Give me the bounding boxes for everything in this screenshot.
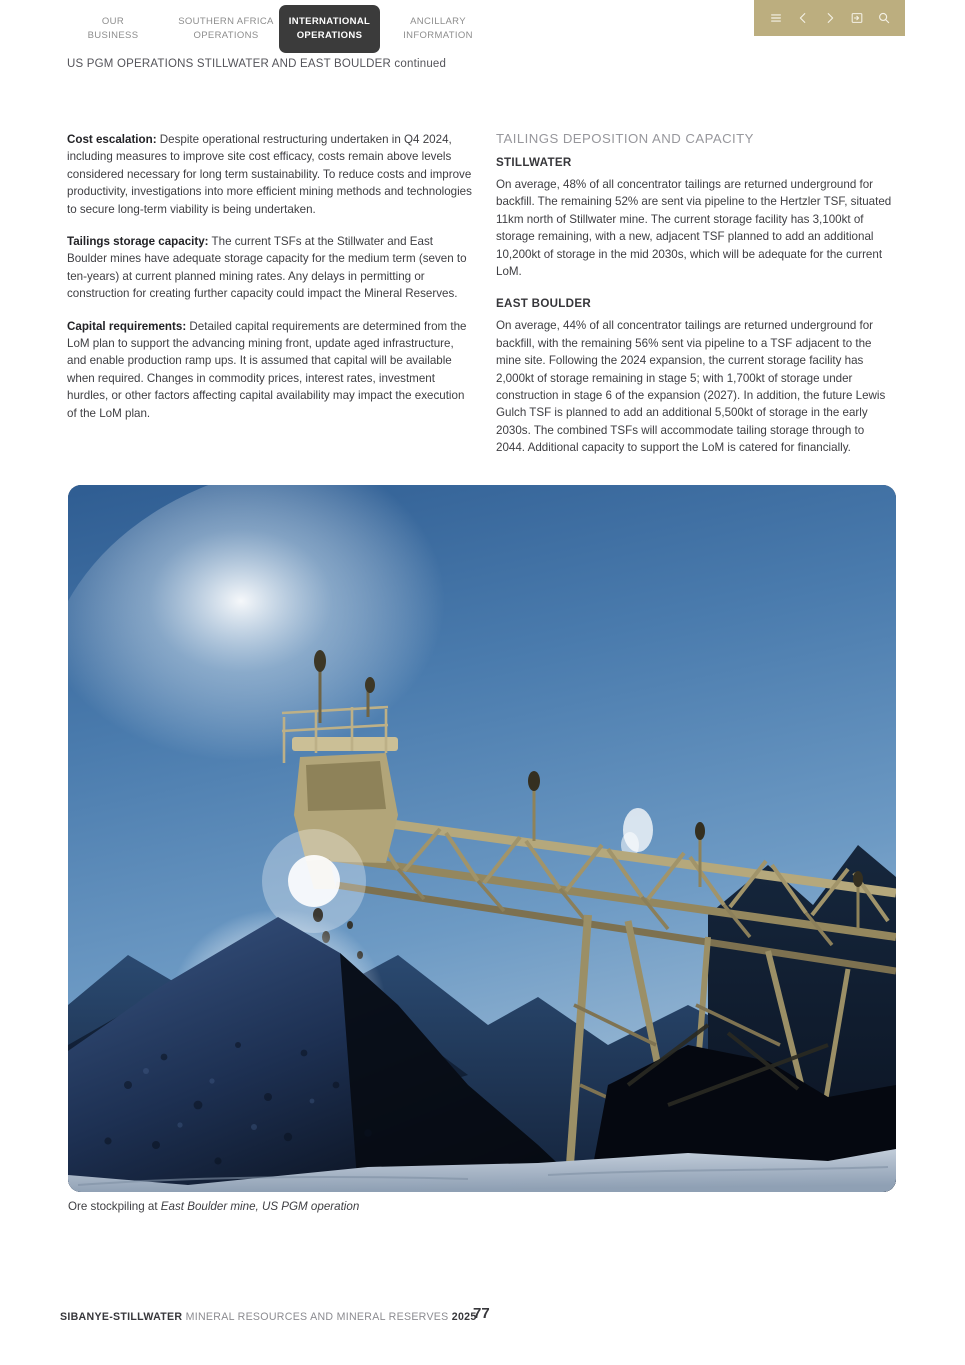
previous-page-icon[interactable] (795, 11, 810, 26)
paragraph-cost-escalation (67, 131, 475, 218)
footer-title: MINERAL RESOURCES AND MINERAL RESERVES (182, 1311, 452, 1323)
ore-stockpiling-photograph (68, 485, 896, 1192)
paragraph-stillwater-tailings: On average, 48% of all concentrator tailings are returned underground for backfill. The remaining 52% are sent via pipeline to the Hertzler TSF, situated 11km north of Stillwater mine. The current storage facility has 3,100kt of storage remaining, with a new, adjacent TSF planned to add an additional 10,200kt of storage in the mid 2030s, which will be adequate for the current LoM. (496, 178, 892, 279)
right-text-column (496, 131, 896, 472)
section-title-tailings-deposition-and-capacity: TAILINGS DEPOSITION AND CAPACITY (496, 131, 754, 146)
nav-tab-ancillary-line1: ANCILLARY (410, 16, 466, 28)
photo-illustration (68, 485, 896, 1192)
document-toolbar (754, 0, 905, 36)
subsection-heading-east-boulder: EAST BOULDER (496, 297, 592, 311)
photo-caption-italic: East Boulder mine, US PGM operation (160, 1200, 360, 1213)
running-head: US PGM OPERATIONS STILLWATER AND EAST BOULDER continued (67, 58, 447, 70)
photo-figure (68, 485, 896, 1192)
menu-icon[interactable] (768, 11, 783, 26)
subsection-heading-stillwater: STILLWATER (496, 156, 572, 169)
next-page-icon[interactable] (822, 11, 837, 26)
photo-caption (68, 1200, 359, 1213)
nav-tab-international-operations[interactable] (279, 5, 380, 53)
nav-tab-ancillary-information[interactable] (388, 5, 488, 53)
paragraph-tailings-storage-body: The current TSFs at the Stillwater and East Boulder mines have adequate storage capacity for the medium term (seven to ten-years) at current planned mining rates. Any delays in permitting or construction for creating further capacity could impact the Mineral Reserves. (67, 235, 467, 301)
paragraph-cost-escalation-lead: Cost escalation: (67, 133, 157, 146)
footer-year: 2025 (451, 1311, 477, 1323)
nav-tab-our-business-line1: OUR (101, 16, 125, 28)
left-text-column (67, 131, 475, 437)
nav-tab-our-business[interactable] (63, 5, 163, 53)
nav-tab-international-line1: INTERNATIONAL (288, 16, 371, 28)
paragraph-east-boulder-tailings: On average, 44% of all concentrator tailings are returned underground for backfill, with the remaining 56% sent via pipeline to a TSF adjacent to the mine site. Following the 2024 expansion, the current storage facility has 2,000kt of storage remaining in stage 5; with 1,700kt of storage under construction in stage 6 of the expansion (2027). In addition, the future Lewis Gulch TSF is planned to add an additional 5,500kt of storage in the early 2030s. The combined TSFs will accommodate tailing storage through to 2044. Additional capacity to support the LoM is catered for financially. (496, 319, 886, 455)
paragraph-cost-escalation-body: Despite operational restructuring undertaken in Q4 2024, including measures to improve site cost efficacy, costs remain above levels considered necessary for long term sustainability. To reduce costs and improve productivity, investigations into more efficient mining methods and technologies to secure long-term viability is being undertaken. (67, 133, 472, 216)
nav-tab-international-line2: OPERATIONS (296, 30, 363, 41)
paragraph-capital-requirements-body: Detailed capital requirements are determined from the LoM plan to support the advancing mining front, update aged infrastructure, and enable production ramp ups. It is assumed that capital will be available when required. Changes in commodity prices, interest rates, investment hurdles, or other factors affecting capital availability may impact the execution of the LoM plan. (67, 319, 467, 420)
nav-tab-our-business-line2: BUSINESS (87, 30, 139, 41)
paragraph-tailings-storage-capacity (67, 233, 475, 303)
nav-tab-southern-africa-line1: SOUTHERN AFRICA (178, 16, 274, 28)
nav-tab-ancillary-line2: INFORMATION (403, 30, 473, 41)
paragraph-tailings-storage-lead: Tailings storage capacity: (67, 235, 209, 249)
search-icon[interactable] (876, 11, 891, 26)
paragraph-capital-requirements-lead: Capital requirements: (67, 319, 187, 333)
nav-tab-southern-africa-operations[interactable] (172, 5, 280, 53)
page-number: 77 (473, 1305, 490, 1322)
footer-text (60, 1311, 477, 1323)
bookmark-icon[interactable] (849, 11, 864, 26)
photo-caption-plain: Ore stockpiling at (68, 1200, 161, 1213)
footer-brand: SIBANYE-STILLWATER (60, 1311, 183, 1323)
nav-tab-southern-africa-line2: OPERATIONS (193, 30, 259, 41)
paragraph-capital-requirements (67, 318, 475, 422)
